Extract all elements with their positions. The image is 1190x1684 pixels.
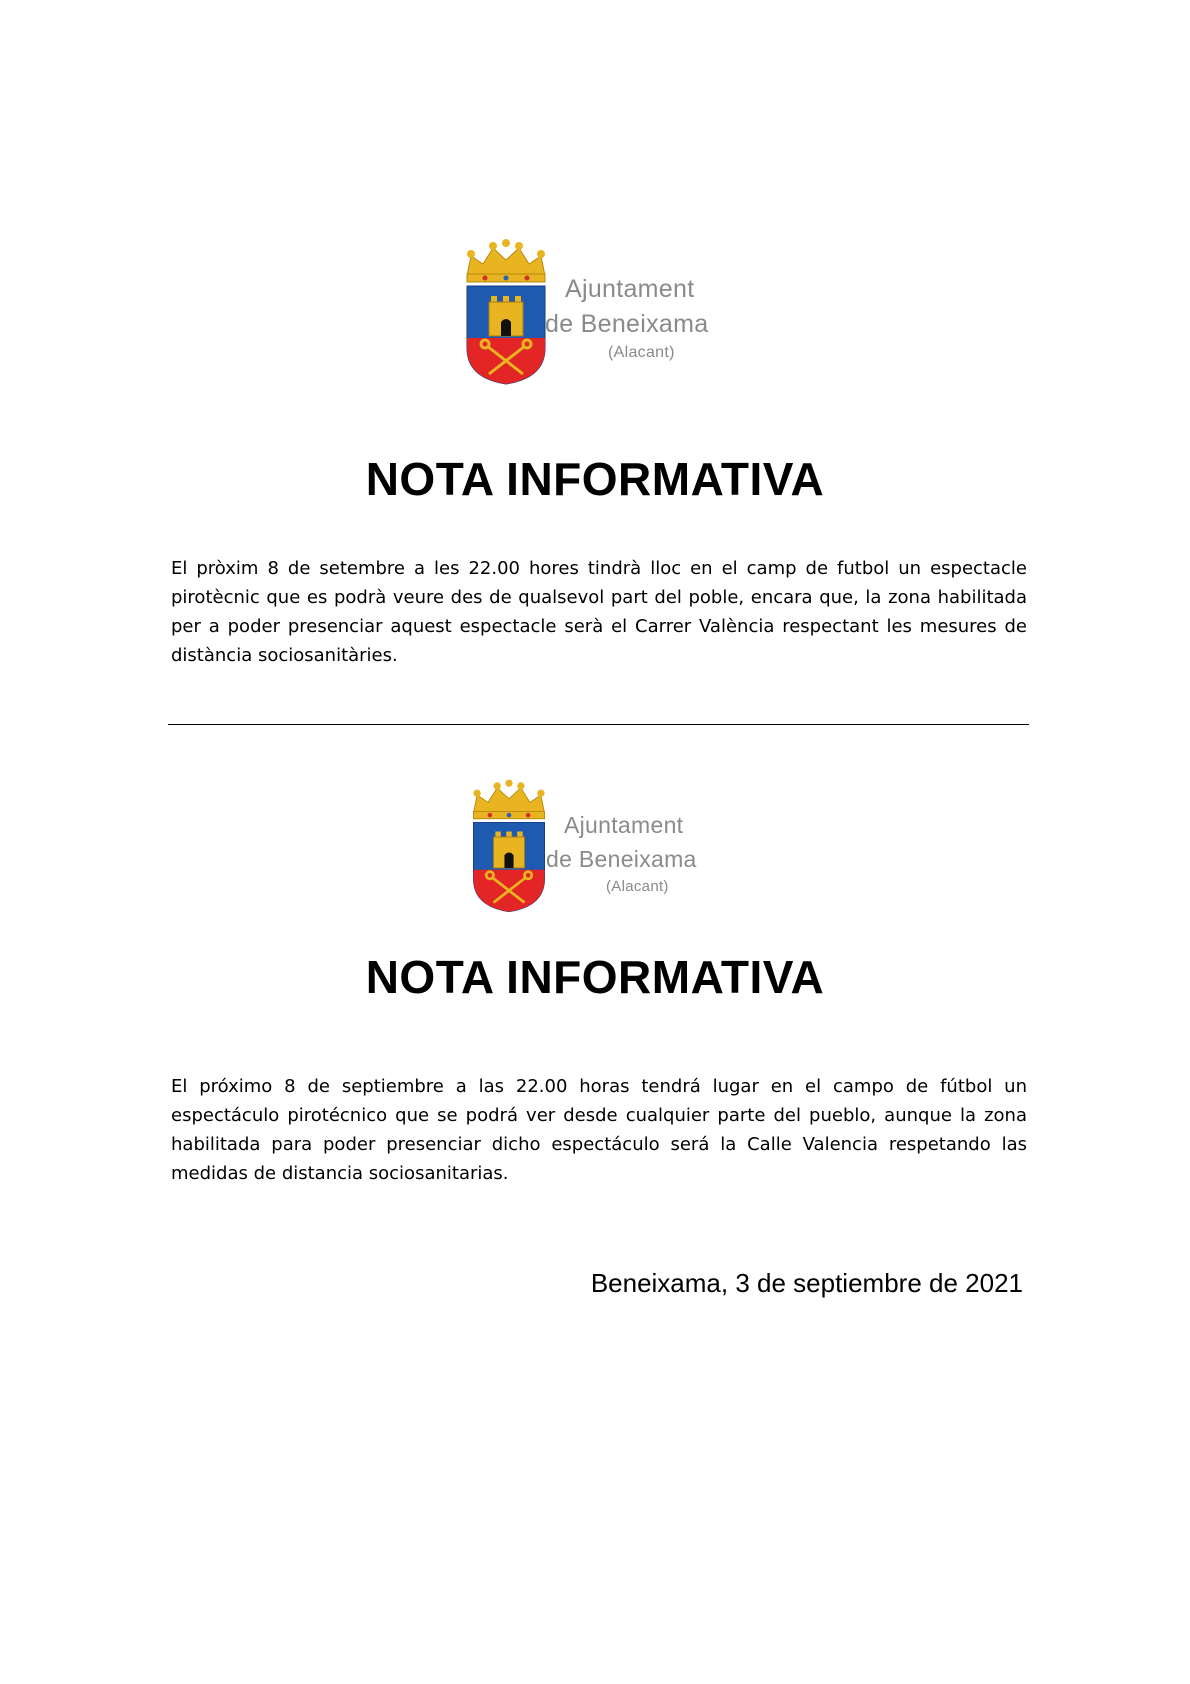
logo-line-2: de Beneixama	[546, 846, 697, 872]
crown-icon	[467, 239, 545, 282]
crown-icon	[473, 780, 544, 819]
coat-of-arms-icon	[468, 778, 550, 916]
coat-of-arms-icon	[461, 238, 551, 388]
logo-line-3: (Alacant)	[606, 878, 669, 895]
section-divider	[168, 724, 1029, 725]
municipal-logo	[402, 740, 792, 930]
municipal-logo	[395, 198, 805, 403]
logo-line-3: (Alacant)	[608, 344, 675, 361]
logo-line-2: de Beneixama	[545, 310, 709, 338]
page-title: NOTA INFORMATIVA	[365, 453, 825, 505]
logo-line-1: Ajuntament	[564, 812, 684, 838]
notice-paragraph-spanish: El próximo 8 de septiembre a las 22.00 horas tendrá lugar en el campo de fútbol un espectáculo pirotécnico que se podrá ver desde cualquier parte del pueblo, aunque la zona habilitada para poder presenciar dicho espectáculo será la Calle Valencia respetando las medidas de distancia sociosanitarias.	[171, 1076, 1027, 1184]
logo-line-1: Ajuntament	[565, 275, 695, 303]
tower-icon	[494, 832, 525, 868]
tower-icon	[489, 296, 523, 336]
page-title: NOTA INFORMATIVA	[365, 951, 825, 1003]
dateline: Beneixama, 3 de septiembre de 2021	[590, 1268, 1023, 1298]
notice-paragraph-valencian: El pròxim 8 de setembre a les 22.00 hores tindrà lloc en el camp de futbol un espectacle pirotècnic que es podrà veure des de qualsevol part del poble, encara que, la zona habilitada per a poder presenciar aquest espectacle serà el Carrer València respectant les mesures de distància sociosanitàries.	[171, 558, 1027, 666]
